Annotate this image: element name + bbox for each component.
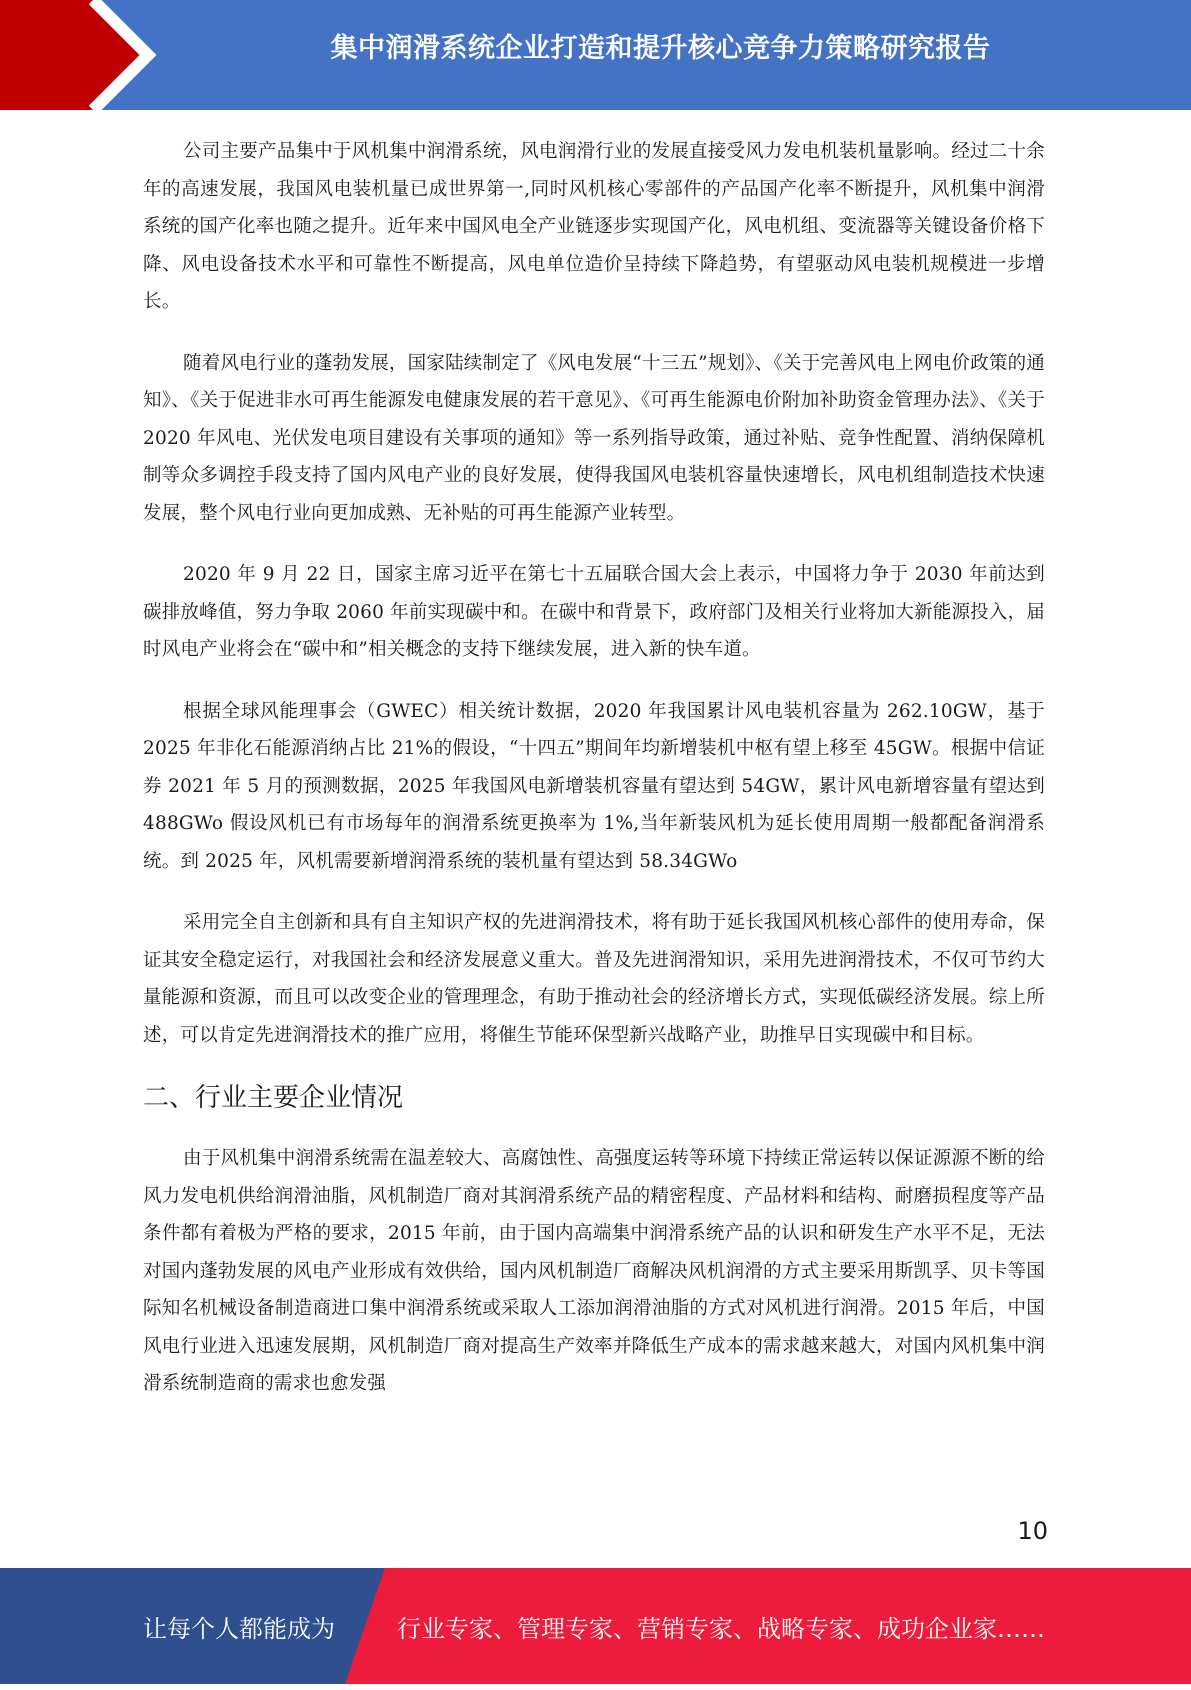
body-paragraph: 2020 年 9 月 22 日，国家主席习近平在第七十五届联合国大会上表示，中国将力争于 2030 年前达到碳排放峰值，努力争取 2060 年前实现碳中和。在碳中和背景下，政府部门及相关行业将加大新能源投入，届时风电产业将会在“碳中和”相关概念的支持下继续发展，进入新的快车道。 <box>143 564 1045 660</box>
page-footer <box>0 1568 1191 1684</box>
body-paragraph: 根据全球风能理事会（GWEC）相关统计数据，2020 年我国累计风电装机容量为 262.10GW，基于 2025 年非化石能源消纳占比 21%的假设，“十四五”期间年均新增装机中枢有望上移至 45GW。根据中信证券 2021 年 5 月的预测数据，2025 年我国风电新增装机容量有望达到 54GW，累计风电新增容量有望达到 488GWo 假设风机已有市场每年的润滑系统更换率为 1%,当年新装风机为延长使用周期一般都配备润滑系统。到 2025 年，风机需要新增润滑系统的装机量有望达到 58.34GWo <box>143 700 1045 872</box>
body-paragraph: 随着风电行业的蓬勃发展，国家陆续制定了《风电发展“十三五”规划》、《关于完善风电上网电价政策的通知》、《关于促进非水可再生能源发电健康发展的若干意见》、《可再生能源电价附加补助资金管理办法》、《关于 2020 年风电、光伏发电项目建设有关事项的通知》等一系列指导政策，通过补贴、竞争性配置、消纳保障机制等众多调控手段支持了国内风电产业的良好发展，使得我国风电装机容量快速增长，风电机组制造技术快速发展，整个风电行业向更加成熟、无补贴的可再生能源产业转型。 <box>143 352 1045 524</box>
page-header <box>0 0 1191 110</box>
document-body <box>143 133 1045 1427</box>
footer-slogan-right: 行业专家、管理专家、营销专家、战略专家、成功企业家…… <box>397 1615 1045 1643</box>
body-paragraph: 采用完全自主创新和具有自主知识产权的先进润滑技术，将有助于延长我国风机核心部件的使用寿命，保证其安全稳定运行，对我国社会和经济发展意义重大。普及先进润滑知识，采用先进润滑技术，不仅可节约大量能源和资源，而且可以改变企业的管理理念，有助于推动社会的经济增长方式，实现低碳经济发展。综上所述，可以肯定先进润滑技术的推广应用，将催生节能环保型新兴战略产业，助推早日实现碳中和目标。 <box>143 912 1045 1046</box>
report-title: 集中润滑系统企业打造和提升核心竞争力策略研究报告 <box>330 33 991 64</box>
footer-slogan-left: 让每个人都能成为 <box>143 1615 335 1643</box>
page-number: 10 <box>1017 1517 1048 1545</box>
section-heading: 二、行业主要企业情况 <box>143 1083 404 1113</box>
body-paragraph: 公司主要产品集中于风机集中润滑系统，风电润滑行业的发展直接受风力发电机装机量影响。经过二十余年的高速发展，我国风电装机量已成世界第一,同时风机核心零部件的产品国产化率不断提升，风机集中润滑系统的国产化率也随之提升。近年来中国风电全产业链逐步实现国产化，风电机组、变流器等关键设备价格下降、风电设备技术水平和可靠性不断提高，风电单位造价呈持续下降趋势，有望驱动风电装机规模进一步增长。 <box>143 141 1045 312</box>
body-paragraph: 由于风机集中润滑系统需在温差较大、高腐蚀性、高强度运转等环境下持续正常运转以保证源源不断的给风力发电机供给润滑油脂，风机制造厂商对其润滑系统产品的精密程度、产品材料和结构、耐磨损程度等产品条件都有着极为严格的要求，2015 年前，由于国内高端集中润滑系统产品的认识和研发生产水平不足，无法对国内蓬勃发展的风电产业形成有效供给，国内风机制造厂商解决风机润滑的方式主要采用斯凯孚、贝卡等国际知名机械设备制造商进口集中润滑系统或采取人工添加润滑油脂的方式对风机进行润滑。2015 年后，中国风电行业进入迅速发展期，风机制造厂商对提高生产效率并降低生产成本的需求越来越大，对国内风机集中润滑系统制造商的需求也愈发强 <box>143 1148 1045 1394</box>
